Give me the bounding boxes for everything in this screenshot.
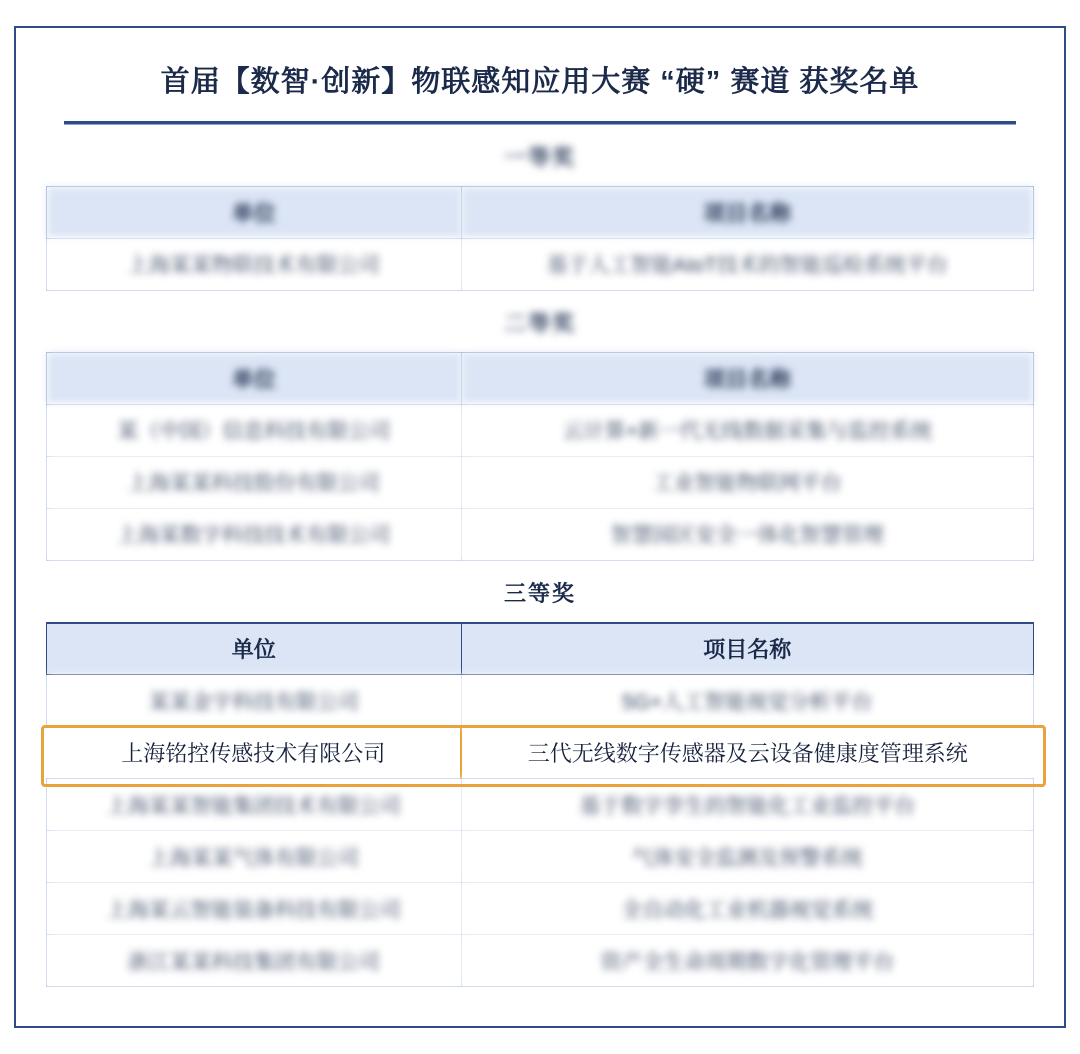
cell-project: 全自动化工业机器视觉系统	[461, 883, 1033, 935]
table-header-row	[47, 352, 1034, 404]
cell-project: 三代无线数字传感器及云设备健康度管理系统	[461, 727, 1033, 779]
table-row	[47, 883, 1034, 935]
table-row	[47, 831, 1034, 883]
column-header-project: 项目名称	[461, 623, 1033, 675]
cell-project: 云计算+新一代无线数据采集与监控系统	[461, 404, 1033, 456]
table-row	[47, 456, 1034, 508]
award-list-card	[14, 26, 1066, 1028]
table-third-prize	[46, 622, 1034, 988]
card-inner	[16, 28, 1064, 987]
table-header-row	[47, 186, 1034, 238]
section-label-first-prize: 一等奖	[503, 144, 576, 170]
column-header-unit: 单位	[47, 352, 462, 404]
cell-unit: 上海某数字科技技术有限公司	[47, 508, 462, 560]
table-row	[47, 935, 1034, 987]
cell-unit: 上海某云智能装备科技有限公司	[47, 883, 462, 935]
column-header-unit: 单位	[47, 623, 462, 675]
table-row	[47, 238, 1034, 290]
cell-project: 工业智能物联网平台	[461, 456, 1033, 508]
cell-project: 智慧园区安全一体化智慧管理	[461, 508, 1033, 560]
cell-project: 基于人工智能AIoT技术的智能巡检系统平台	[461, 238, 1033, 290]
section-label-third-prize: 三等奖	[503, 580, 576, 606]
column-header-project: 项目名称	[461, 352, 1033, 404]
cell-project: 5G+人工智能视觉分析平台	[461, 675, 1033, 727]
table-row	[47, 404, 1034, 456]
table-row	[47, 675, 1034, 727]
column-header-unit: 单位	[47, 186, 462, 238]
cell-unit: 上海铭控传感技术有限公司	[47, 727, 462, 779]
section-label-second-prize: 二等奖	[503, 310, 576, 336]
cell-unit: 上海某某智能集团技术有限公司	[47, 779, 462, 831]
table-row-highlighted	[47, 727, 1034, 779]
cell-unit: 浙江某某科技集团有限公司	[47, 935, 462, 987]
column-header-project: 项目名称	[461, 186, 1033, 238]
third-prize-table-wrap	[46, 622, 1034, 988]
table-first-prize	[46, 186, 1034, 291]
table-second-prize	[46, 352, 1034, 561]
cell-unit: 上海某某科技股份有限公司	[47, 456, 462, 508]
table-row	[47, 779, 1034, 831]
cell-unit: 某某金宇科技有限公司	[47, 675, 462, 727]
cell-unit: 上海某某气体有限公司	[47, 831, 462, 883]
cell-project: 资产全生命周期数字化管理平台	[461, 935, 1033, 987]
table-row	[47, 508, 1034, 560]
cell-unit: 某（中国）信息科技有限公司	[47, 404, 462, 456]
cell-project: 基于数字孪生的智能化工业监控平台	[461, 779, 1033, 831]
cell-project: 气体安全监测及预警系统	[461, 831, 1033, 883]
table-header-row	[47, 623, 1034, 675]
page-title: 首届【数智·创新】物联感知应用大赛 “硬” 赛道 获奖名单	[160, 66, 920, 98]
cell-unit: 上海某某物联技术有限公司	[47, 238, 462, 290]
